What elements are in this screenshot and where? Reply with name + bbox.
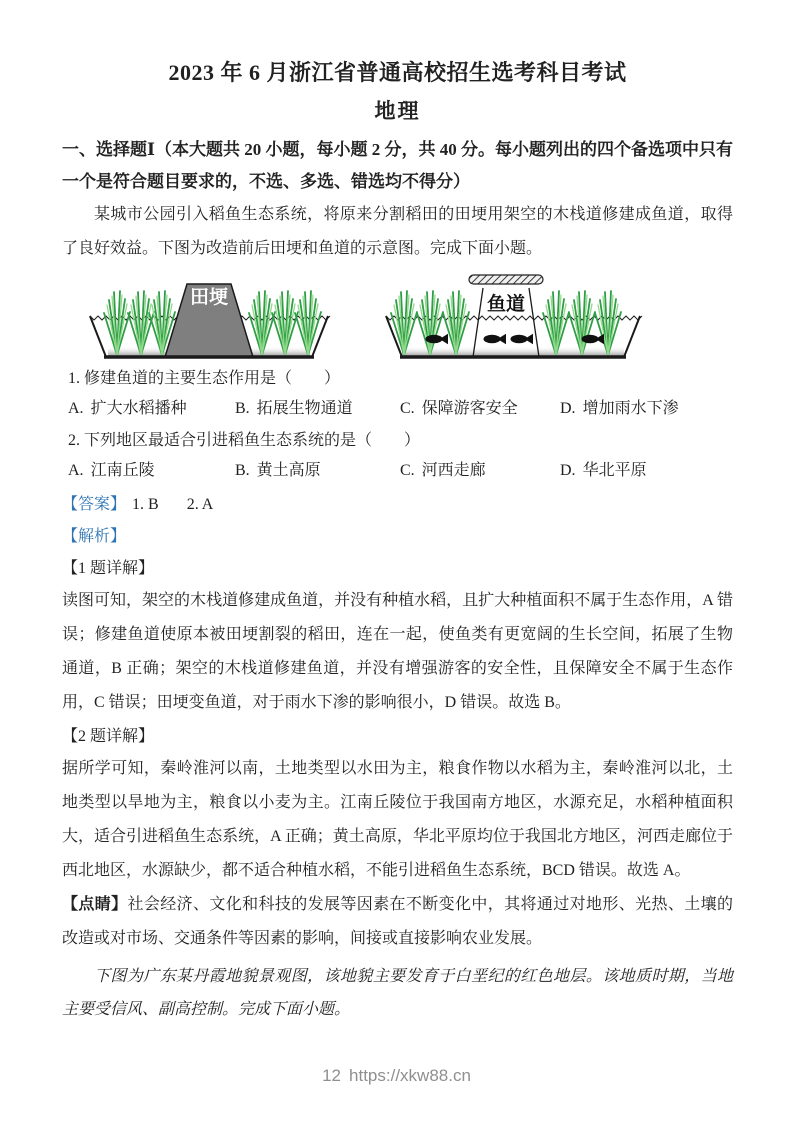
detail-2-text: 据所学可知，秦岭淮河以南，土地类型以水田为主，粮食作物以水稻为主，秦岭淮河以北，土地类型以旱地为主，粮食以小麦为主。江南丘陵位于我国南方地区，水源充足，水稻种植面积大，适合引进稻鱼生态系统，A 正确；黄土高原，华北平原均位于我国北方地区，河西走廊位于西北地区，水源缺少，都不适合种植水稻，不能引进稻鱼生态系统，BCD 错误。故选 A。	[62, 760, 733, 879]
paddy-ground	[402, 346, 624, 356]
analysis-label: 【解析】	[62, 528, 127, 545]
question-1-stem: 1. 修建鱼道的主要生态作用是（ ）	[68, 370, 341, 387]
q1-option-a: A. 扩大水稻播种	[68, 400, 187, 417]
tip-paragraph	[62, 888, 733, 956]
detail-1-text: 读图可知，架空的木栈道修建成鱼道，并没有种植水稻，且扩大种植面积不属于生态作用，A 错误；修建鱼道使原本被田埂割裂的稻田，连在一起，使鱼类有更宽阔的生长空间，拓展了生物通道，B 正确；架空的木栈道修建鱼道，并没有增强游客的安全性，且保障安全不属于生态作用，C 错误；田埂变鱼道，对于雨水下渗的影响很小，D 错误。故选 B。	[62, 592, 733, 711]
passage-1: 某城市公园引入稻鱼生态系统，将原来分割稻田的田埂用架空的木栈道修建成鱼道，取得了良好效益。下图为改造前后田埂和鱼道的示意图。完成下面小题。	[62, 206, 733, 257]
rice-plants-right	[249, 291, 321, 355]
q1-option-b: B. 拓展生物通道	[235, 400, 353, 417]
fishway-diagram	[378, 270, 648, 362]
q1-option-d: D. 增加雨水下渗	[560, 400, 679, 417]
page-number: 12	[322, 1066, 342, 1085]
answer-item-2: 2. A	[186, 496, 214, 513]
tip-label: 【点睛】	[62, 896, 128, 913]
rice-plants-right	[543, 291, 621, 355]
q2-option-b: B. 黄土高原	[235, 462, 321, 479]
answer-item-1: 1. B	[132, 496, 159, 513]
footer-url: https://xkw88.cn	[349, 1066, 471, 1085]
rice-plants-left	[104, 291, 175, 355]
detail-2-label: 【2 题详解】	[62, 728, 155, 745]
figures-row	[62, 270, 733, 362]
question-2-options	[62, 456, 733, 486]
q1-option-c: C. 保障游客安全	[400, 400, 518, 417]
tip-text: 社会经济、文化和科技的发展等因素在不断变化中，其将通过对地形、光热、土壤的改造或对市场、交通条件等因素的影响，间接或直接影响农业发展。	[62, 896, 733, 947]
fishway-label: 鱼道	[486, 294, 526, 315]
answer-label: 【答案】	[62, 496, 127, 513]
page-title: 2023 年 6 月浙江省普通高校招生选考科目考试	[168, 60, 627, 85]
fishway-plank	[469, 275, 543, 284]
passage-2: 下图为广东某丹霞地貌景观图，该地貌主要发育于白垩纪的红色地层。该地质时期，当地主要受信风、副高控制。完成下面小题。	[62, 968, 733, 1018]
q2-option-c: C. 河西走廊	[400, 462, 486, 479]
page-footer	[0, 1066, 793, 1086]
answer-line	[62, 490, 733, 520]
ridge-label: 田埂	[189, 287, 229, 308]
detail-1-label: 【1 题详解】	[62, 560, 155, 577]
question-2-stem: 2. 下列地区最适合引进稻鱼生态系统的是（ ）	[68, 432, 421, 449]
section-heading: 一、选择题Ⅰ（本大题共 20 小题，每小题 2 分，共 40 分。每小题列出的四个备选项中只有一个是符合题目要求的，不选、多选、错选均不得分）	[62, 140, 733, 191]
subject-title: 地理	[374, 99, 421, 123]
question-1-options	[62, 394, 733, 424]
rice-plants-left	[391, 291, 469, 355]
q2-option-a: A. 江南丘陵	[68, 462, 155, 479]
ridge-diagram	[84, 270, 334, 362]
q2-option-d: D. 华北平原	[560, 462, 647, 479]
